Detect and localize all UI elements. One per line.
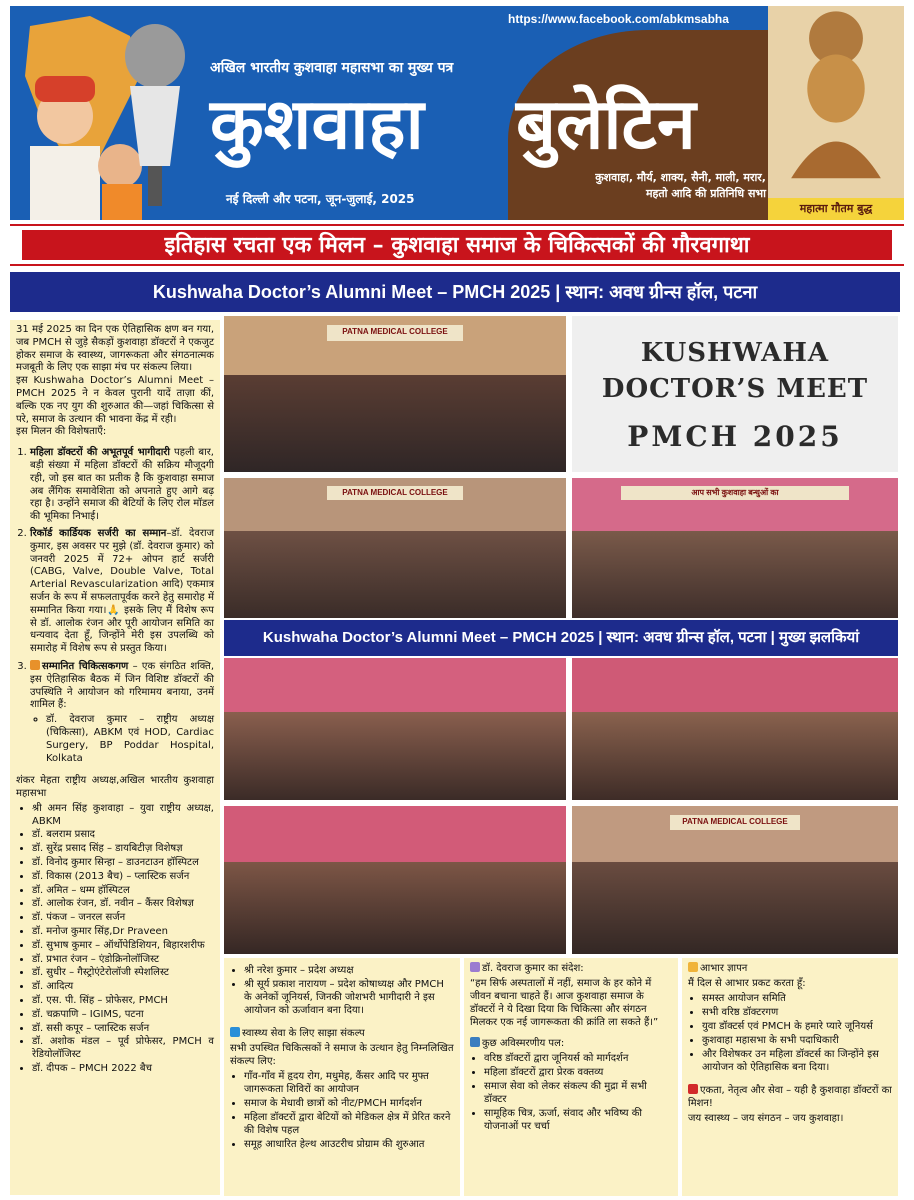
photo-crowd: [224, 712, 566, 800]
masthead-title-right: बुलेटिन: [516, 82, 696, 165]
honorees-list: [46, 714, 214, 765]
masthead: [10, 6, 904, 220]
list-item: • महिला डॉक्टरों द्वारा बेटियों को मेडिकल क्षेत्र में प्रेरित करने की विशेष पहल: [244, 1111, 454, 1137]
highlight-item: [30, 528, 214, 656]
message-title: डॉ. देवराज कुमार का संदेश:: [482, 963, 584, 974]
resolve-intro: सभी उपस्थित चिकित्सकों ने समाज के उत्थान हेतु निम्नलिखित संकल्प लिए:: [230, 1043, 454, 1067]
resolve-title: स्वास्थ्य सेवा के लिए साझा संकल्प: [242, 1028, 365, 1039]
photo-backdrop: [572, 658, 898, 712]
headline: इतिहास रचता एक मिलन – कुशवाहा समाज के चिकित्सकों की गौरवगाथा: [22, 230, 892, 260]
intro-paragraph: 31 मई 2025 का दिन एक ऐतिहासिक क्षण बन गया, जब PMCH से जुड़े सैकड़ों कुशवाहा डॉक्टरों ने एकजुट होकर समाज के स्वास्थ्य, जागरूकता और संगठनात्मक मजबूती के लिए एक साझा मंच पर संकल्प लिया।: [16, 324, 214, 374]
doctor-list-item: • डॉ. सुभाष कुमार – ऑर्थोपेडिशियन, बिहारशरीफ: [32, 940, 214, 953]
highlight-text: – एक संगठित शक्ति, इस ऐतिहासिक बैठक में जिन विशिष्ट डॉक्टरों की उपस्थिति ने आयोजन को गरिमामय बनाया, उनमें शामिल हैं:: [30, 660, 214, 711]
list-item: • कुशवाहा महासभा के सभी पदाधिकारी: [702, 1034, 892, 1047]
thanks-list: [702, 992, 892, 1074]
list-item: • सामूहिक चित्र, ऊर्जा, संवाद और भविष्य की योजनाओं पर चर्चा: [484, 1107, 672, 1133]
photo-crowd: [572, 531, 898, 618]
resolve-box: [224, 958, 460, 1196]
event-banner: Kushwaha Doctor’s Alumni Meet – PMCH 2025 | स्थान: अवध ग्रीन्स हॉल, पटना: [10, 272, 900, 312]
buddha-portrait: [768, 6, 904, 220]
photo-sign: PATNA MEDICAL COLLEGE: [327, 325, 464, 341]
highlight-text: पहली बार, बड़ी संख्या में महिला डॉक्टरों की सक्रिय मौजूदगी रही, जो इस बात का प्रतीक है कि कुशवाहा समाज अब लैंगिक समावेशिता को अपनाते हुए आगे बढ़ रहा है। उन्होंने समाज की बेटियों के लिए रोल मॉडल की भूमिका निभाई।: [30, 447, 214, 523]
photo-crowd: [572, 712, 898, 800]
list-item: • सभी वरिष्ठ डॉक्टरगण: [702, 1006, 892, 1019]
meet-card-line2: DOCTOR’S MEET: [601, 374, 869, 404]
highlight-item: [30, 447, 214, 524]
moments-list: [484, 1052, 672, 1133]
closing-line: एकता, नेतृत्व और सेवा – यही है कुशवाहा डॉक्टरों का मिशन!: [688, 1085, 892, 1109]
folded-hands-icon: [688, 962, 698, 972]
photo-lamp-lighting: [224, 478, 566, 618]
doctor-list-item: • डॉ. दीपक – PMCH 2022 बैच: [32, 1063, 214, 1076]
doctor-icon: [470, 962, 480, 972]
thanks-box: [682, 958, 898, 1196]
list-item: • वरिष्ठ डॉक्टरों द्वारा जूनियर्स को मार्गदर्शन: [484, 1052, 672, 1065]
photo-felicitation-3: [224, 806, 566, 954]
flag-icon: [688, 1084, 698, 1094]
doctor-list-item: • डॉ. विनोद कुमार सिन्हा – डाउनटाउन हॉस्पिटल: [32, 857, 214, 870]
doctor-list-item: • डॉ. चक्रपाणि – IGIMS, पटना: [32, 1009, 214, 1022]
doctor-list-item: • डॉ. प्रभात रंजन – एंडोक्रिनोलॉजिस्ट: [32, 954, 214, 967]
photo-group-pmc: [224, 316, 566, 472]
doctor-list-item: • डॉ. मनोज कुमार सिंह,Dr Praveen: [32, 926, 214, 939]
list-item: • समाज सेवा को लेकर संकल्प की मुद्रा में सभी डॉक्टर: [484, 1080, 672, 1106]
doctor-list-item: • डॉ. बलराम प्रसाद: [32, 829, 214, 842]
facebook-url-link[interactable]: https://www.facebook.com/abkmsabha: [508, 12, 729, 26]
buddha-caption: महात्मा गौतम बुद्ध: [768, 198, 904, 220]
doctor-list-item: • श्री अमन सिंह कुशवाहा – युवा राष्ट्रीय अध्यक्ष, ABKM: [32, 803, 214, 829]
masthead-title-left: कुशवाहा: [210, 82, 424, 165]
highlights-list: [30, 447, 214, 765]
buddha-icon: [768, 6, 904, 198]
photo-backdrop: [224, 658, 566, 712]
highlight-title: सम्मानित चिकित्सकगण: [42, 660, 129, 672]
list-item: • समूह आधारित हेल्थ आउटरीच प्रोग्राम की शुरुआत: [244, 1138, 454, 1151]
doctor-list-item: • डॉ. सुधीर – गैस्ट्रोएंटेरोलॉजी स्पेशलिस्ट: [32, 967, 214, 980]
photo-crowd: [224, 862, 566, 954]
intro-paragraph-3: इस मिलन की विशेषताएँ:: [16, 426, 107, 438]
masthead-title: [210, 78, 770, 170]
list-item: • समाज के मेधावी छात्रों को नीट/PMCH मार्गदर्शन: [244, 1097, 454, 1110]
attendee-list: [244, 964, 454, 1017]
camera-icon: [470, 1037, 480, 1047]
list-item: ◦ डॉ. देवराज कुमार – राष्ट्रीय अध्यक्ष (चिकित्सा), ABKM एवं HOD, Cardiac Surgery, BP Poddar Hospital, Kolkata: [46, 714, 214, 765]
microphone-icon: [110, 16, 210, 216]
masthead-castes: कुशवाहा, मौर्य, शाक्य, सैनी, माली, मरार, महतो आदि की प्रतिनिधि सभा: [595, 171, 766, 200]
photo-lamp-lighting-2: [572, 806, 898, 954]
doctor-list-item: • डॉ. विकास (2013 बैच) – प्लास्टिक सर्जन: [32, 871, 214, 884]
photo-crowd: [224, 375, 566, 472]
photo-backdrop: [224, 806, 566, 862]
doctor-list-item: • डॉ. आलोक रंजन, डॉ. नवीन – कैंसर विशेषज्ञ: [32, 898, 214, 911]
thanks-title: आभार ज्ञापन: [700, 963, 748, 974]
doctor-list-item: • डॉ. आदित्य: [32, 981, 214, 994]
message-box: [464, 958, 678, 1196]
doctor-list-item: • डॉ. सुरेंद्र प्रसाद सिंह – डायबिटीज़ विशेषज्ञ: [32, 843, 214, 856]
photo-crowd: [572, 862, 898, 954]
resolve-list: [244, 1070, 454, 1151]
slogan: जय स्वास्थ्य – जय संगठन – जय कुशवाहा।: [688, 1113, 844, 1124]
doctor-list-item: • डॉ. अमित – धम्म हॉस्पिटल: [32, 885, 214, 898]
meet-card-line1: KUSHWAHA: [640, 338, 830, 368]
article-left-column: [10, 320, 220, 1195]
doctor-list-item: • डॉ. पंकज – जनरल सर्जन: [32, 912, 214, 925]
photo-welcome-stage: [572, 478, 898, 618]
thanks-intro: मैं दिल से आभार प्रकट करता हूँ:: [688, 978, 806, 989]
list-item: • गाँव-गाँव में हृदय रोग, मधुमेह, कैंसर आदि पर मुफ्त जागरूकता शिविरों का आयोजन: [244, 1070, 454, 1096]
photo-sign: PATNA MEDICAL COLLEGE: [327, 486, 464, 500]
meet-card-line3: PMCH 2025: [627, 420, 843, 453]
list-item: • समस्त आयोजन समिति: [702, 992, 892, 1005]
masthead-dateline: नई दिल्ली और पटना, जून-जुलाई, 2025: [226, 192, 415, 206]
doctors-meet-card: [572, 316, 898, 472]
doctor-list-item: • डॉ. एस. पी. सिंह – प्रोफेसर, PMCH: [32, 995, 214, 1008]
highlight-title: रिकॉर्ड कार्डियक सर्जरी का सम्मान: [30, 527, 167, 539]
list-item: • श्री नरेश कुमार – प्रदेश अध्यक्ष: [244, 964, 454, 977]
photo-sign: PATNA MEDICAL COLLEGE: [670, 815, 800, 830]
list-item: • युवा डॉक्टर्स एवं PMCH के हमारे प्यारे जूनियर्स: [702, 1020, 892, 1033]
photo-felicitation-1: [224, 658, 566, 800]
photo-felicitation-2: [572, 658, 898, 800]
masthead-subtitle: अखिल भारतीय कुशवाहा महासभा का मुख्य पत्र: [210, 60, 454, 76]
message-text: “हम सिर्फ अस्पतालों में नहीं, समाज के हर कोने में जीवन बचाना चाहते हैं। आज कुशवाहा समाज के डॉक्टरों ने ये दिखा दिया कि चिकित्सा और संगठन मिलकर एक नई जागरूकता की क्रांति ला सकते हैं।”: [470, 978, 659, 1028]
photo-crowd: [224, 531, 566, 618]
doctor-list-item: • डॉ. ससी कपूर – प्लास्टिक सर्जन: [32, 1023, 214, 1036]
trophy-icon: [30, 660, 40, 670]
headline-frame: [10, 224, 904, 266]
intro-paragraph-2: इस Kushwaha Doctor’s Alumni Meet – PMCH 2025 ने न केवल पुरानी यादें ताज़ा कीं, बल्कि एक नए युग की शुरुआत की—जहां चिकित्सा से परे, समाज के उत्थान की भावना केंद्र में रही।: [16, 375, 214, 425]
list-item: • श्री सूर्य प्रकाश नारायण – प्रदेश कोषाध्यक्ष और PMCH के अनेकों जूनियर्स, जिनकी जोशभरी भागीदारी ने इस आयोजन को ऊर्जावान बना दिया।: [244, 978, 454, 1017]
highlight-title: महिला डॉक्टरों की अभूतपूर्व भागीदारी: [30, 447, 170, 459]
list-item: • और विशेषकर उन महिला डॉक्टर्स का जिन्होंने इस आयोजन को ऐतिहासिक बना दिया।: [702, 1048, 892, 1074]
doctor-list-item: • डॉ. अशोक मंडल – पूर्व प्रोफेसर, PMCH व रेडियोलॉजिस्ट: [32, 1036, 214, 1062]
moments-title: कुछ अविस्मरणीय पल:: [482, 1038, 565, 1049]
doctors-list: [32, 803, 214, 1076]
stethoscope-icon: [230, 1027, 240, 1037]
photo-sign: आप सभी कुशवाहा बन्धुओं का: [621, 486, 849, 500]
list-item: • महिला डॉक्टरों द्वारा प्रेरक वक्तव्य: [484, 1066, 672, 1079]
highlights-banner: Kushwaha Doctor’s Alumni Meet – PMCH 2025 | स्थान: अवध ग्रीन्स हॉल, पटना | मुख्य झलकियां: [224, 620, 898, 656]
highlight-text: –डॉ. देवराज कुमार, इस अवसर पर मुझे (डॉ. देवराज कुमार) को जनवरी 2025 में 72+ ओपन हार्ट सर्जरी (CABG, Valve, Double Valve, Total Arterial Revascularization आदि) एकमात्र सर्जन के रूप में सफलतापूर्वक करने हेतु समारोह में सम्मानित किया गया।🙏 इसके लिए मैं विशेष रूप से डॉ. आलोक रंजन और पूरी आयोजन समिति का धन्यवाद देता हूँ, जिन्होंने मेरी इस उपलब्धि को समारोह में विशेष रूप से प्रस्तुत किया।: [30, 527, 214, 655]
highlight-item: [30, 660, 214, 765]
shankar-line: शंकर मेहता राष्ट्रीय अध्यक्ष,अखिल भारतीय कुशवाहा महासभा: [16, 775, 214, 800]
